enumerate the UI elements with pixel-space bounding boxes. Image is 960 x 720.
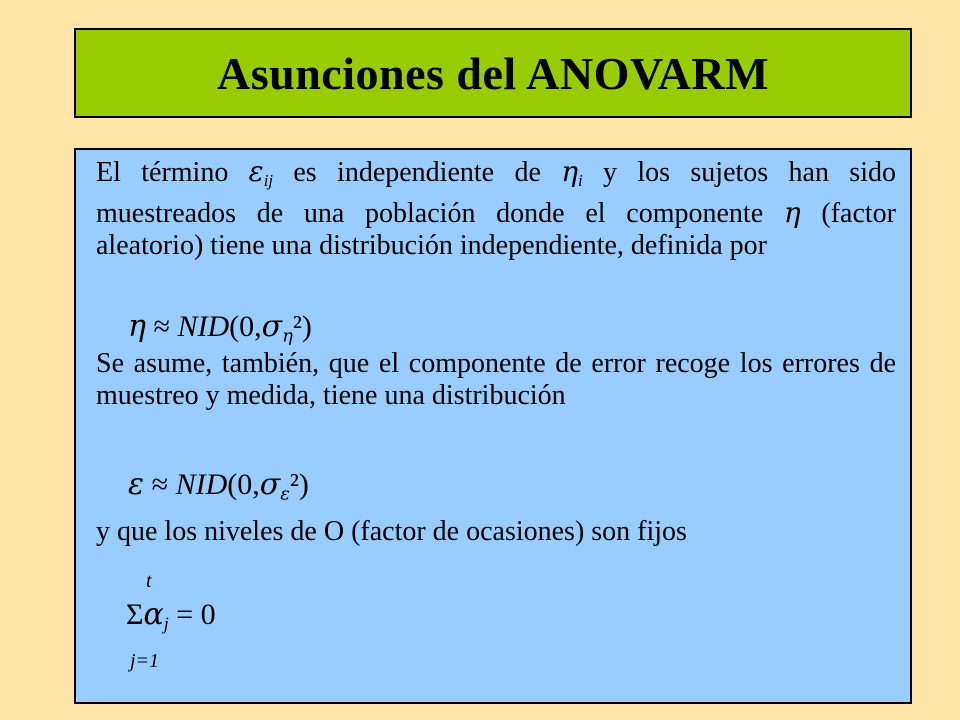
sigma-sum-symbol: Σ (126, 598, 144, 631)
sum-rhs: = 0 (168, 598, 216, 631)
formula-eta-distribution (128, 310, 312, 353)
subscript-j: j (163, 613, 169, 634)
text-segment: El término (96, 157, 249, 188)
sum-lower-limit: j=1 (130, 650, 160, 672)
title-banner (74, 28, 912, 118)
paragraph-fixed-levels: y que los niveles de O (factor de ocasiones) son fijos (96, 516, 687, 547)
subscript-ij: ij (263, 171, 274, 191)
approx-symbol: ≈ (144, 468, 176, 501)
approx-symbol: ≈ (145, 310, 178, 343)
epsilon-symbol: ε (248, 155, 264, 188)
formula-open: (0, (229, 310, 262, 343)
slide-title: Asunciones del ANOVARM (217, 47, 769, 99)
alpha-symbol: α (143, 597, 164, 632)
eta-symbol: η (561, 155, 579, 188)
nid-label: NID (177, 310, 230, 343)
epsilon-symbol: ε (128, 467, 145, 502)
text-segment: (factor aleatorio) tiene una distribución independiente, definida por (96, 198, 896, 262)
eta-symbol: η (128, 309, 146, 344)
subscript-i: i (578, 171, 583, 191)
paragraph-error-component: Se asume, también, que el componente de error recoge los errores de muestreo y medida, tiene una distribución (96, 348, 896, 411)
sum-expression (126, 598, 216, 640)
content-panel (74, 148, 912, 704)
formula-close: ²) (292, 310, 312, 343)
formula-open: (0, (227, 468, 260, 501)
eta-symbol: η (783, 196, 801, 230)
sigma-symbol: σ (259, 467, 281, 502)
formula-close: ²) (289, 468, 309, 501)
sigma-symbol: σ (261, 309, 283, 344)
nid-label: NID (175, 468, 228, 501)
sum-upper-limit: t (146, 570, 152, 592)
text-segment: es independiente de (273, 157, 562, 188)
subscript-eta: η (282, 325, 293, 347)
subscript-epsilon: ε (280, 483, 290, 505)
paragraph-independence (96, 156, 896, 262)
text-segment: y los sujetos han sido muestreados de una población donde el componente (96, 157, 896, 230)
summation-formula (112, 570, 312, 690)
formula-epsilon-distribution (128, 468, 309, 511)
